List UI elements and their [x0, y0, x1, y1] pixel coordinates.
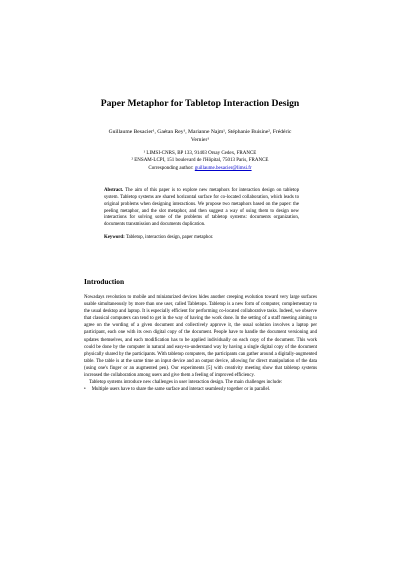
affiliations: [60, 150, 340, 172]
bullet-icon: •: [84, 387, 86, 393]
author-line-2: Vernier¹: [190, 137, 210, 143]
keywords-label: Keyword:: [104, 235, 125, 241]
corresponding-author: [60, 165, 340, 172]
introduction-body: [84, 294, 317, 393]
keywords-text: Tabletop, interaction design, paper metaphor.: [125, 235, 214, 241]
author-list: [90, 128, 310, 144]
introduction-paragraph-2: Tabletop systems introduce new challenges in user interaction design. The main challenges include:: [89, 380, 283, 386]
abstract-label: Abstract.: [104, 188, 124, 193]
bullet-item: [84, 386, 317, 393]
corresponding-email-link[interactable]: guillaume.besacier@limsi.fr: [194, 165, 252, 171]
abstract-paragraph: [104, 188, 299, 229]
bullet-text: Multiple users have to share the same surface and interact seamlessly together or in parallel.: [91, 387, 271, 393]
abstract-text: The aim of this paper is to explore new metaphors for interaction design on tabletop system. Tabletop systems are shared horizontal surface for co-located collaboration, which leads to original problems when designing interactions. We propose two metaphors based on the paper: the peeling metaphor, and the slot metaphor, and then suggest a way of using them to design new interactions for solving some of the problems of tabletop systems: documents organization, documents transmission and documents duplication.: [104, 188, 299, 228]
keywords-paragraph: [104, 235, 299, 242]
author-line-1: Guillaume Besacier¹, Gaétan Rey¹, Marianne Najm¹, Stéphanie Buisine², Frédéric: [108, 129, 292, 135]
affiliation-1: ¹ LIMSI-CNRS, BP 133, 91403 Orsay Cedex, FRANCE: [143, 151, 257, 156]
corresponding-label: Corresponding author:: [148, 165, 194, 171]
introduction-paragraph-1: Nowadays revolution to mobile and miniaturized devices hides another creeping evolution toward very large surfaces usable simultaneously by more than one user, called Tabletops. Tabletop is a new form of computer, complementary to the usual desktop and laptop. It is especially efficient for performing co-located collaborative tasks. Indeed, we observe that classical computers can tend to get in the way of having the work done. In the setting of a staff meeting aiming to agree on the wording of a given document and collectively approve it, the usual solution involves a laptop per participant, each one with its own digital copy of the document. People have to handle the document versioning and updates themselves, and each modification has to be applied individually on each copy of the document. This work could be done by the computer in natural and easy-to-understand way by having a single digital copy of the document physically shared by the participants. With tabletop computers, the participants can gather around a digitally-augmented table. The table is at the same time an input device and an output device, allowing for direct manipulation of the data (using one's finger or an augmented pen). Our experiments [5] with creativity meeting show that tabletop systems increased the collaboration among users and give them a feeling of improved efficiency.: [84, 295, 317, 379]
affiliation-2: ² ENSAM-LCPI, 151 boulevard de l'Hôpital, 75013 Paris, FRANCE: [131, 158, 269, 164]
paper-title: Paper Metaphor for Tabletop Interaction Design: [100, 98, 300, 109]
introduction-heading: Introduction: [84, 277, 125, 286]
abstract-block: [104, 188, 299, 242]
